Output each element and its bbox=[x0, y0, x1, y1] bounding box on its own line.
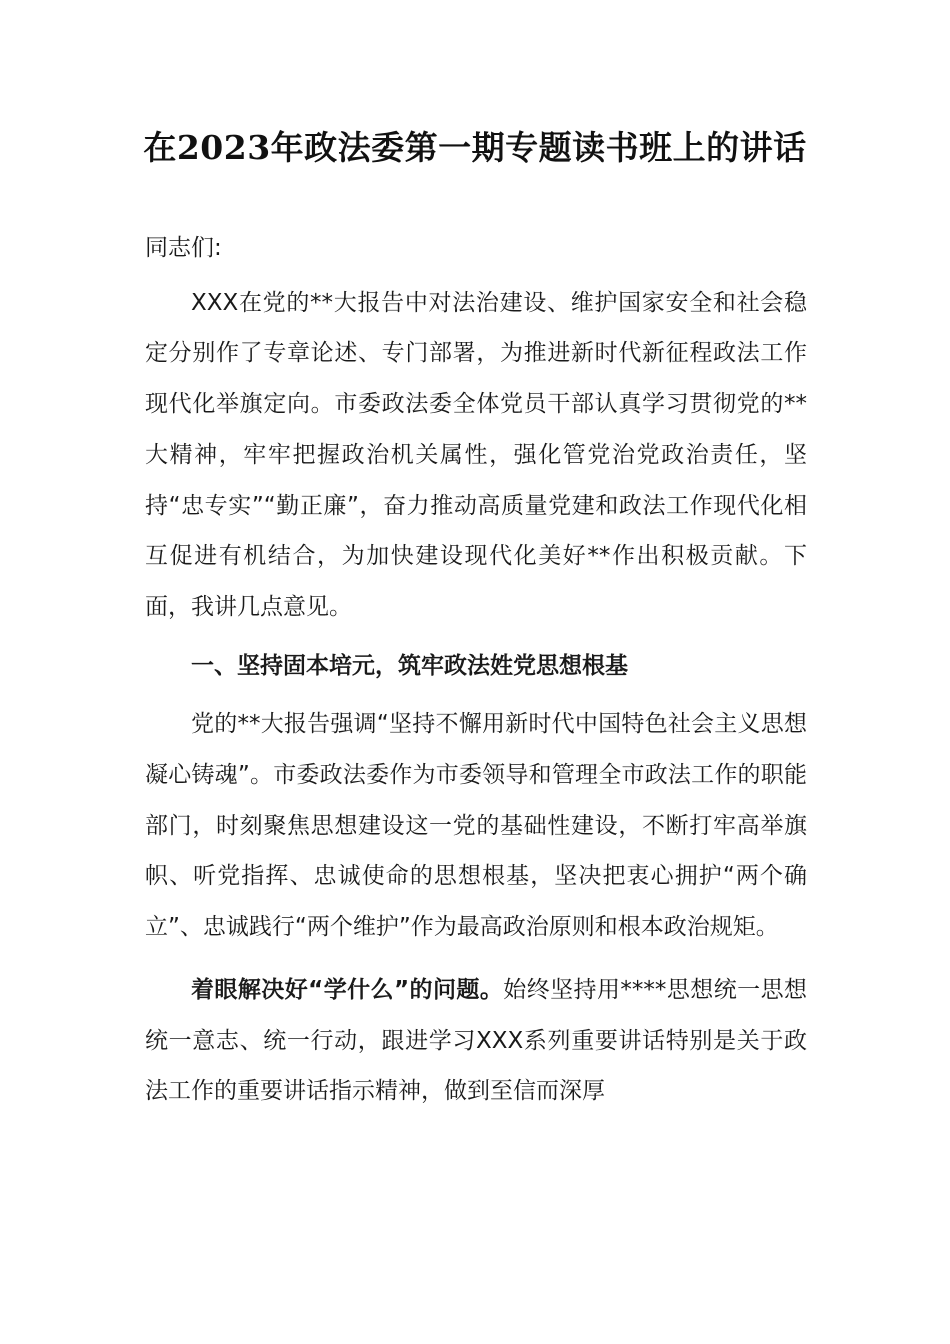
document-body bbox=[145, 223, 807, 1117]
section-heading-1: 一、坚持固本培元，筑牢政法姓党思想根基 bbox=[191, 652, 628, 679]
salutation: 同志们: bbox=[145, 235, 222, 261]
document-title: 在2023年政法委第一期专题读书班上的讲话 bbox=[143, 128, 807, 167]
point1-paragraph bbox=[145, 965, 807, 1117]
point1-lead: 着眼解决好“学什么”的问题。 bbox=[191, 976, 504, 1003]
section1-paragraph: 党的**大报告强调“坚持不懈用新时代中国特色社会主义思想凝心铸魂”。市委政法委作为市委领导和管理全市政法工作的职能部门，时刻聚焦思想建设这一党的基础性建设，不断打牢高举旗帜、听党指挥、忠诚使命的思想根基，坚决把衷心拥护“两个确立”、忠诚践行“两个维护”作为最高政治原则和根本政治规矩。 bbox=[145, 711, 807, 941]
point1-body: 始终坚持用****思想统一思想统一意志、统一行动，跟进学习XXX系列重要讲话特别是关于政法工作的重要讲话指示精神，做到至信而深厚 bbox=[145, 976, 808, 1105]
intro-paragraph: XXX在党的**大报告中对法治建设、维护国家安全和社会稳定分别作了专章论述、专门部署，为推进新时代新征程政法工作现代化举旗定向。市委政法委全体党员干部认真学习贯彻党的**大精神，牢牢把握政治机关属性，强化管党治党政治责任，坚持“忠专实”“勤正廉”，奋力推动高质量党建和政法工作现代化相互促进有机结合，为加快建设现代化美好**作出积极贡献。下面，我讲几点意见。 bbox=[145, 289, 807, 620]
